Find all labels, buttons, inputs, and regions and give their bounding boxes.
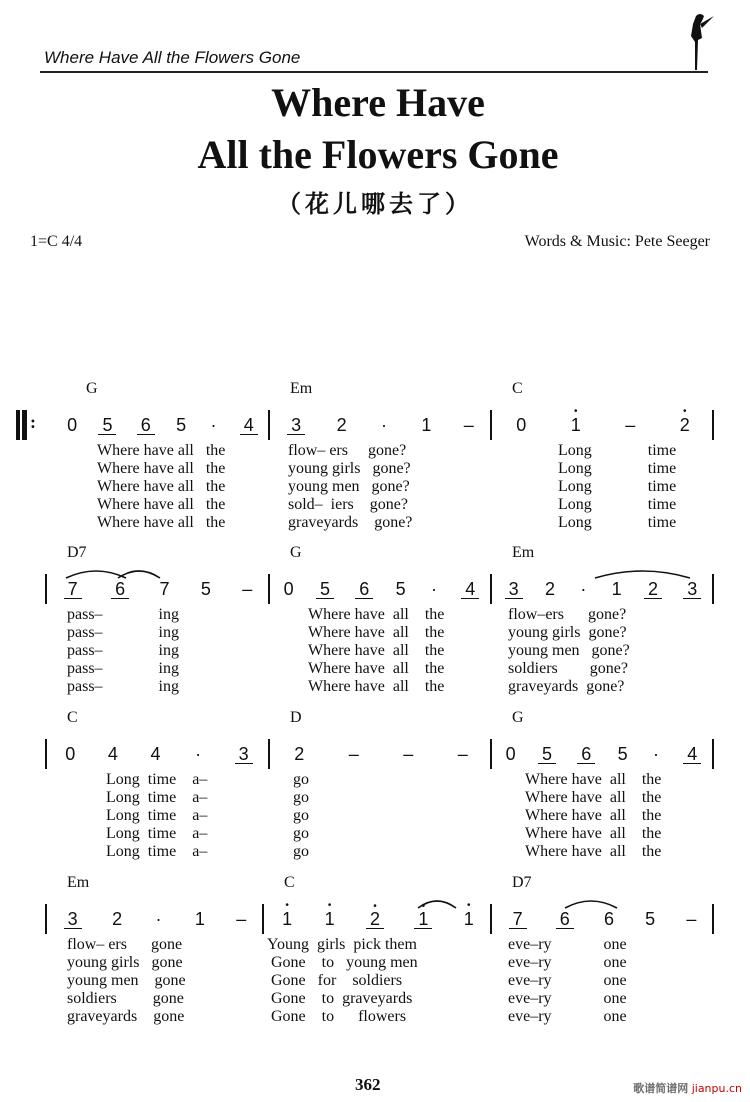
lyrics-block xyxy=(525,771,661,861)
octave-dot-icon: • xyxy=(466,900,471,911)
lyric-line: flow– ers gone? xyxy=(288,442,407,459)
lyric-line: sold– iers gone? xyxy=(288,496,408,513)
note-value: 0 xyxy=(283,579,294,599)
chord-symbol: C xyxy=(512,380,523,397)
note-value: 4 xyxy=(243,414,254,435)
barline xyxy=(45,739,47,769)
note-value: 4 xyxy=(150,744,161,764)
lyrics-block xyxy=(293,771,309,861)
note-value: 2 xyxy=(369,908,380,929)
note-value: 6 xyxy=(359,578,370,599)
lyric-line: young girls gone? xyxy=(288,460,411,477)
note xyxy=(194,909,206,929)
lyric-line: flow–ers gone? xyxy=(508,606,627,623)
note xyxy=(463,900,475,929)
chord-symbol: G xyxy=(86,380,98,397)
dash-extension xyxy=(463,415,475,435)
lyric-line: Where have all the xyxy=(525,789,662,806)
lyric-line: Where have all the xyxy=(308,660,445,677)
barline xyxy=(490,410,492,440)
note-value: 1 xyxy=(194,909,205,929)
note-value: 2 xyxy=(336,415,347,435)
note-value: 4 xyxy=(465,578,476,599)
note-value: 0 xyxy=(65,744,76,764)
note xyxy=(544,579,556,599)
note xyxy=(679,406,691,435)
chord-symbol: C xyxy=(67,709,78,726)
note-value: 0 xyxy=(516,415,527,435)
note xyxy=(509,910,527,929)
note xyxy=(420,415,432,435)
note xyxy=(64,910,82,929)
lyrics-block xyxy=(558,442,676,532)
barline xyxy=(262,904,264,934)
chord-symbol: Em xyxy=(512,544,535,561)
chord-symbol: D xyxy=(290,709,302,726)
song-title-line1: Where Have xyxy=(271,80,485,125)
octave-dot-icon: • xyxy=(327,900,332,911)
note-value: – xyxy=(457,744,468,764)
dot-extension xyxy=(577,579,589,599)
note xyxy=(461,580,479,599)
barline xyxy=(712,739,714,769)
note-value: 5 xyxy=(102,414,113,435)
lyric-line: Long time xyxy=(558,442,677,459)
lyric-line: Where have all the xyxy=(308,678,445,695)
note xyxy=(281,900,293,929)
lyric-line: pass– ing xyxy=(67,606,179,623)
note-value: 3 xyxy=(291,414,302,435)
page-number: 362 xyxy=(355,1075,381,1094)
octave-dot-icon: • xyxy=(285,900,289,911)
note-value: – xyxy=(236,909,247,929)
dash-extension xyxy=(402,744,414,764)
note-value: 1 xyxy=(324,909,335,929)
chord-symbol: Em xyxy=(290,380,313,397)
chord-symbol: G xyxy=(512,709,524,726)
lyric-line: eve–ry one xyxy=(508,990,627,1007)
watermark xyxy=(633,1080,742,1096)
barline xyxy=(712,410,714,440)
note xyxy=(98,416,116,435)
note-value: – xyxy=(463,415,474,435)
note-value: – xyxy=(348,744,359,764)
lyric-line: pass– ing xyxy=(67,624,179,641)
barline xyxy=(712,574,714,604)
note-value: 1 xyxy=(463,909,474,929)
note-value: 6 xyxy=(581,743,592,764)
note xyxy=(158,579,170,599)
lyric-line: go xyxy=(293,789,309,806)
octave-dot-icon: • xyxy=(573,406,578,417)
lyric-line: go xyxy=(293,807,309,824)
lyric-line: Long time a– xyxy=(106,807,208,824)
dash-extension xyxy=(624,415,636,435)
octave-dot-icon: • xyxy=(682,406,687,417)
note-value: 6 xyxy=(603,909,614,929)
lyric-line: Long time a– xyxy=(106,789,208,806)
lyric-line: eve–ry one xyxy=(508,936,627,953)
dash-extension xyxy=(457,744,469,764)
note-value: 1 xyxy=(421,415,432,435)
barline xyxy=(490,904,492,934)
note xyxy=(107,744,119,764)
note xyxy=(316,580,334,599)
note-value: · xyxy=(652,744,659,764)
lyric-line: Where have all the xyxy=(525,771,662,788)
lyric-line: eve–ry one xyxy=(508,954,627,971)
lyric-line: Gone to flowers xyxy=(267,1008,407,1025)
lyric-line: Young girls pick them xyxy=(267,936,417,953)
note-value: 7 xyxy=(159,579,170,599)
key-time-signature: 1=C 4/4 xyxy=(30,233,83,250)
lyric-line: Long time xyxy=(558,460,677,477)
lyric-line: Long time a– xyxy=(106,825,208,842)
running-title: Where Have All the Flowers Gone xyxy=(44,48,301,67)
header-rule xyxy=(40,71,708,73)
barline xyxy=(490,574,492,604)
measure-notes xyxy=(494,739,712,769)
note-value: 3 xyxy=(238,743,249,764)
lyric-line: graveyards gone xyxy=(67,1008,185,1025)
lyrics-block xyxy=(508,606,630,696)
note xyxy=(611,579,623,599)
note xyxy=(111,580,129,599)
measure-notes xyxy=(494,406,712,440)
note xyxy=(111,909,123,929)
lyrics-block xyxy=(267,936,418,1026)
dot-extension xyxy=(207,415,219,435)
lyric-line: Where have all the xyxy=(308,606,445,623)
note xyxy=(287,416,305,435)
dash-extension xyxy=(685,909,697,929)
note xyxy=(324,900,336,929)
note xyxy=(66,415,78,435)
measure-notes xyxy=(272,739,490,769)
note-value: 5 xyxy=(319,578,330,599)
lyric-line: Where have all the xyxy=(525,825,662,842)
lyric-line: Where have all the xyxy=(97,442,226,459)
song-title-line2: All the Flowers Gone xyxy=(197,132,559,177)
lyric-line: flow– ers gone xyxy=(67,936,183,953)
note-value: – xyxy=(625,415,636,435)
lyric-line: Where have all the xyxy=(97,460,226,477)
lyric-line: pass– ing xyxy=(67,642,179,659)
note xyxy=(505,580,523,599)
lyrics-block xyxy=(106,771,207,861)
note xyxy=(644,580,662,599)
chord-symbol: D7 xyxy=(67,544,87,561)
lyric-line: Gone to graveyards xyxy=(267,990,413,1007)
note-value: 5 xyxy=(617,744,628,764)
note-value: 2 xyxy=(647,578,658,599)
note-value: 2 xyxy=(294,744,305,764)
note-value: 7 xyxy=(67,578,78,599)
note-value: 2 xyxy=(679,415,690,435)
note xyxy=(149,744,161,764)
note-value: 7 xyxy=(512,908,523,929)
note xyxy=(538,745,556,764)
note xyxy=(683,580,701,599)
chord-symbol: D7 xyxy=(512,874,532,891)
note xyxy=(235,745,253,764)
lyric-line: soldiers gone xyxy=(67,990,184,1007)
lyric-line: go xyxy=(293,825,309,842)
barline xyxy=(45,574,47,604)
lyric-line: Long time xyxy=(558,496,677,513)
note-value: · xyxy=(580,579,587,599)
measure-notes xyxy=(49,739,268,769)
note xyxy=(366,900,384,929)
chinese-subtitle: （花儿哪去了） xyxy=(277,189,473,218)
note-value: 1 xyxy=(282,909,293,929)
lyric-line: Where have all the xyxy=(97,478,226,495)
lyrics-block xyxy=(288,442,412,532)
repeat-start-barline xyxy=(16,410,22,440)
note-value: · xyxy=(430,579,437,599)
note-value: – xyxy=(403,744,414,764)
note xyxy=(64,744,76,764)
note xyxy=(617,744,629,764)
measure-notes xyxy=(49,904,262,934)
lyrics-block xyxy=(67,606,179,696)
lyric-line: graveyards gone? xyxy=(508,678,625,695)
note xyxy=(603,909,615,929)
lyric-line: young men gone xyxy=(67,972,186,989)
watermark-url: jianpu.cn xyxy=(691,1082,742,1095)
note-value: 5 xyxy=(645,909,656,929)
dash-extension xyxy=(235,909,247,929)
chord-symbol: Em xyxy=(67,874,90,891)
note-value: 5 xyxy=(395,579,406,599)
dot-extension xyxy=(152,909,164,929)
dot-extension xyxy=(192,744,204,764)
lyric-line: Long time a– xyxy=(106,843,208,860)
note-value: · xyxy=(380,415,387,435)
repeat-dots: : xyxy=(30,412,36,432)
lyrics-block xyxy=(97,442,225,532)
note-value: 5 xyxy=(176,415,187,435)
barline xyxy=(268,410,270,440)
dot-extension xyxy=(428,579,440,599)
note xyxy=(556,910,574,929)
barline xyxy=(268,739,270,769)
note-value: 5 xyxy=(200,579,211,599)
lyric-line: soldiers gone? xyxy=(508,660,628,677)
watermark-cn: 歌谱简谱网 xyxy=(633,1082,689,1095)
lyric-line: Gone to young men xyxy=(267,954,418,971)
barline xyxy=(712,904,714,934)
note-value: – xyxy=(242,579,253,599)
note-value: 4 xyxy=(107,744,118,764)
lyric-line: Where have all the xyxy=(308,642,445,659)
note xyxy=(683,745,701,764)
lyrics-block xyxy=(67,936,186,1026)
measure-notes xyxy=(272,574,490,604)
note xyxy=(644,909,656,929)
lyric-line: Long time xyxy=(558,478,677,495)
dot-extension xyxy=(378,415,390,435)
note-value: – xyxy=(686,909,697,929)
lyric-line: eve–ry one xyxy=(508,1008,627,1025)
lyrics-block xyxy=(508,936,627,1026)
note xyxy=(570,406,582,435)
note xyxy=(283,579,295,599)
note xyxy=(515,415,527,435)
lyric-line: Long time xyxy=(558,514,677,531)
note-value: 2 xyxy=(544,579,555,599)
measure-notes xyxy=(266,900,490,934)
lyric-line: young men gone? xyxy=(508,642,630,659)
measure-notes xyxy=(56,410,268,440)
lyric-line: Where have all the xyxy=(97,496,226,513)
measure-notes xyxy=(272,410,490,440)
octave-dot-icon: • xyxy=(421,900,426,912)
octave-dot-icon: • xyxy=(373,900,377,912)
lyric-line: graveyards gone? xyxy=(288,514,413,531)
dash-extension xyxy=(241,579,253,599)
note-value: 5 xyxy=(541,743,552,764)
lyric-line: go xyxy=(293,843,309,860)
measure-notes xyxy=(494,574,712,604)
measure-notes xyxy=(494,904,712,934)
note-value: 6 xyxy=(559,908,570,929)
note-value: 1 xyxy=(418,908,429,929)
note-value: · xyxy=(210,415,217,435)
measure-notes xyxy=(49,574,268,604)
note xyxy=(200,579,212,599)
dash-extension xyxy=(348,744,360,764)
note-value: 6 xyxy=(140,414,151,435)
note-value: · xyxy=(195,744,202,764)
note xyxy=(505,744,517,764)
lyrics-block xyxy=(308,606,444,696)
note-value: 4 xyxy=(687,743,698,764)
lyric-line: eve–ry one xyxy=(508,972,627,989)
note xyxy=(395,579,407,599)
note-value: · xyxy=(155,909,162,929)
note-value: 2 xyxy=(112,909,123,929)
note xyxy=(414,900,432,929)
lyric-line: young men gone? xyxy=(288,478,410,495)
lyric-line: Where have all the xyxy=(525,843,662,860)
note-value: 3 xyxy=(67,908,78,929)
chord-symbol: G xyxy=(290,544,302,561)
note-value: 0 xyxy=(505,744,516,764)
dancer-logo-icon xyxy=(682,10,718,72)
lyric-line: young girls gone? xyxy=(508,624,627,641)
chord-symbol: C xyxy=(284,874,295,891)
credit: Words & Music: Pete Seeger xyxy=(524,233,710,250)
barline xyxy=(490,739,492,769)
note-value: 3 xyxy=(687,578,698,599)
note xyxy=(240,416,258,435)
lyric-line: pass– ing xyxy=(67,678,179,695)
note-value: 1 xyxy=(611,579,622,599)
lyric-line: Long time a– xyxy=(106,771,208,788)
note xyxy=(293,744,305,764)
lyric-line: Gone for soldiers xyxy=(267,972,403,989)
note-value: 1 xyxy=(570,415,581,435)
lyric-line: go xyxy=(293,771,309,788)
note-value: 3 xyxy=(508,578,519,599)
note xyxy=(577,745,595,764)
lyric-line: pass– ing xyxy=(67,660,179,677)
barline xyxy=(268,574,270,604)
note xyxy=(355,580,373,599)
lyric-line: Where have all the xyxy=(97,514,226,531)
note xyxy=(137,416,155,435)
note-value: 6 xyxy=(115,578,126,599)
note-value: 0 xyxy=(67,415,78,435)
lyric-line: Where have all the xyxy=(308,624,445,641)
dot-extension xyxy=(650,744,662,764)
note xyxy=(336,415,348,435)
note xyxy=(175,415,187,435)
note xyxy=(64,580,82,599)
barline xyxy=(45,904,47,934)
lyric-line: young girls gone xyxy=(67,954,183,971)
lyric-line: Where have all the xyxy=(525,807,662,824)
